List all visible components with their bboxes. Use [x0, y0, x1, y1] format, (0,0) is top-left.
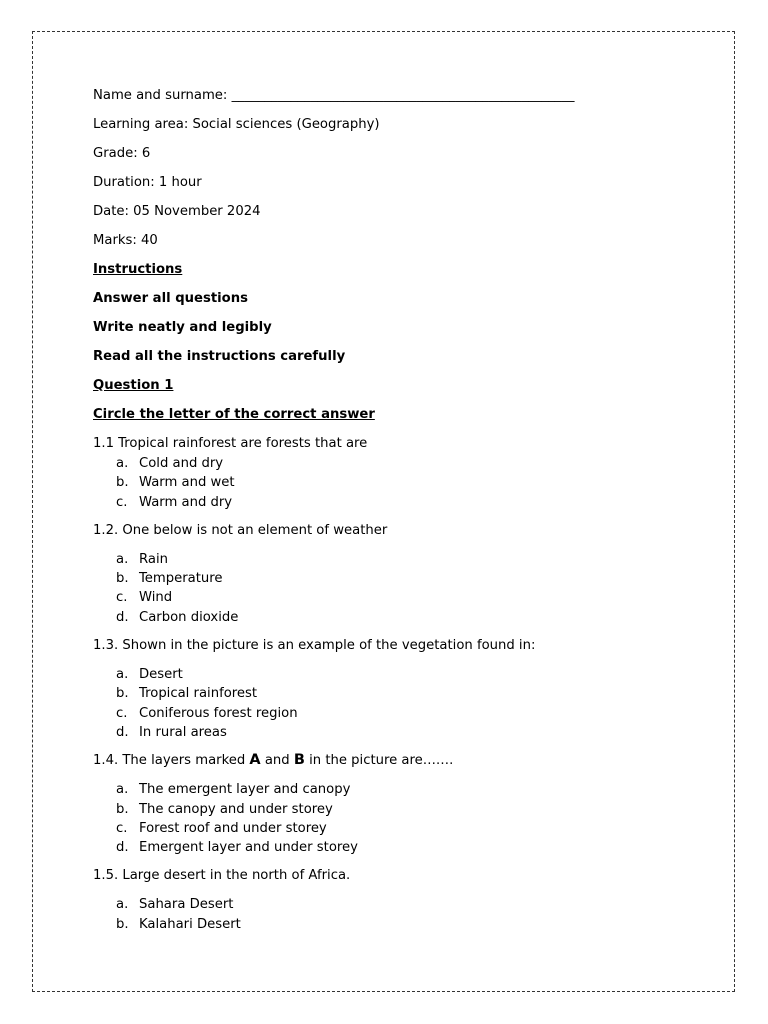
- layer-label-a: A: [249, 752, 261, 769]
- option-item[interactable]: [93, 704, 653, 723]
- duration: Duration: 1 hour: [93, 175, 202, 190]
- question-stem-1-1: 1.1 Tropical rainforest are forests that are: [93, 436, 368, 451]
- option-letter: b.: [116, 686, 129, 702]
- options-1-3: [93, 665, 653, 742]
- question-1-heading: Question 1: [93, 378, 174, 393]
- option-text: Wind: [139, 590, 173, 606]
- option-text: Temperature: [139, 571, 223, 587]
- question-stem-1-2: 1.2. One below is not an element of weather: [93, 522, 388, 538]
- stem-text: 1.4. The layers marked: [93, 753, 250, 769]
- option-letter: d.: [116, 840, 129, 856]
- question-stem-1-3: 1.3. Shown in the picture is an example of the vegetation found in:: [93, 638, 536, 654]
- option-text: Emergent layer and under storey: [139, 840, 358, 856]
- worksheet-content: [93, 86, 653, 943]
- stem-text: in the picture are…….: [304, 753, 454, 769]
- instructions-heading: Instructions: [93, 262, 183, 277]
- option-letter: a.: [116, 551, 129, 567]
- option-text: In rural areas: [139, 724, 227, 740]
- option-letter: b.: [116, 475, 129, 491]
- option-letter: c.: [116, 494, 128, 510]
- option-letter: c.: [116, 705, 128, 721]
- option-letter: d.: [116, 609, 129, 625]
- option-item[interactable]: [93, 454, 653, 473]
- instruction-item: Answer all questions: [93, 291, 248, 306]
- option-letter: b.: [116, 571, 129, 587]
- option-letter: a.: [116, 667, 129, 683]
- option-text: Cold and dry: [139, 456, 224, 471]
- option-text: Rain: [139, 551, 168, 567]
- option-item[interactable]: [93, 800, 653, 819]
- options-1-1: [93, 454, 653, 512]
- option-item[interactable]: [93, 550, 653, 569]
- option-text: Carbon dioxide: [139, 609, 239, 625]
- option-text: The canopy and under storey: [139, 801, 333, 817]
- instruction-item: Read all the instructions carefully: [93, 349, 346, 364]
- option-letter: c.: [116, 820, 128, 836]
- question-stem-1-5: 1.5. Large desert in the north of Africa.: [93, 868, 351, 884]
- option-letter: d.: [116, 724, 129, 740]
- grade: Grade: 6: [93, 146, 151, 161]
- date: Date: 05 November 2024: [93, 204, 261, 219]
- option-text: Forest roof and under storey: [139, 820, 327, 836]
- option-letter: a.: [116, 782, 129, 798]
- instruction-item: Write neatly and legibly: [93, 320, 272, 335]
- option-text: The emergent layer and canopy: [139, 782, 351, 798]
- option-item[interactable]: [93, 838, 653, 857]
- option-text: Sahara Desert: [139, 897, 234, 913]
- option-text: Warm and wet: [139, 475, 235, 491]
- option-text: Coniferous forest region: [139, 705, 298, 721]
- option-letter: a.: [116, 456, 129, 471]
- option-letter: b.: [116, 916, 129, 932]
- stem-text: and: [260, 753, 294, 769]
- marks: Marks: 40: [93, 233, 158, 248]
- name-label: Name and surname:: [93, 88, 228, 103]
- option-item[interactable]: [93, 723, 653, 742]
- options-1-5: [93, 895, 653, 934]
- option-item[interactable]: [93, 780, 653, 799]
- name-field-line[interactable]: [93, 86, 653, 105]
- option-text: Warm and dry: [139, 494, 233, 510]
- learning-area: Learning area: Social sciences (Geography): [93, 117, 380, 132]
- option-item[interactable]: [93, 684, 653, 703]
- question-1-subheading: Circle the letter of the correct answer: [93, 407, 375, 422]
- option-item[interactable]: [93, 493, 653, 512]
- options-1-4: [93, 780, 653, 857]
- option-letter: c.: [116, 590, 128, 606]
- option-text: Desert: [139, 667, 183, 683]
- option-item[interactable]: [93, 588, 653, 607]
- name-blank[interactable]: ____________________________________________________: [231, 88, 575, 103]
- option-letter: a.: [116, 897, 129, 913]
- option-item[interactable]: [93, 608, 653, 627]
- option-item[interactable]: [93, 569, 653, 588]
- option-item[interactable]: [93, 915, 653, 934]
- option-letter: b.: [116, 801, 129, 817]
- option-item[interactable]: [93, 665, 653, 684]
- option-text: Tropical rainforest: [139, 686, 258, 702]
- option-item[interactable]: [93, 819, 653, 838]
- option-item[interactable]: [93, 895, 653, 914]
- option-item[interactable]: [93, 473, 653, 492]
- layer-label-b: B: [293, 752, 305, 769]
- option-text: Kalahari Desert: [139, 916, 241, 932]
- options-1-2: [93, 550, 653, 627]
- question-stem-1-4: [93, 751, 653, 770]
